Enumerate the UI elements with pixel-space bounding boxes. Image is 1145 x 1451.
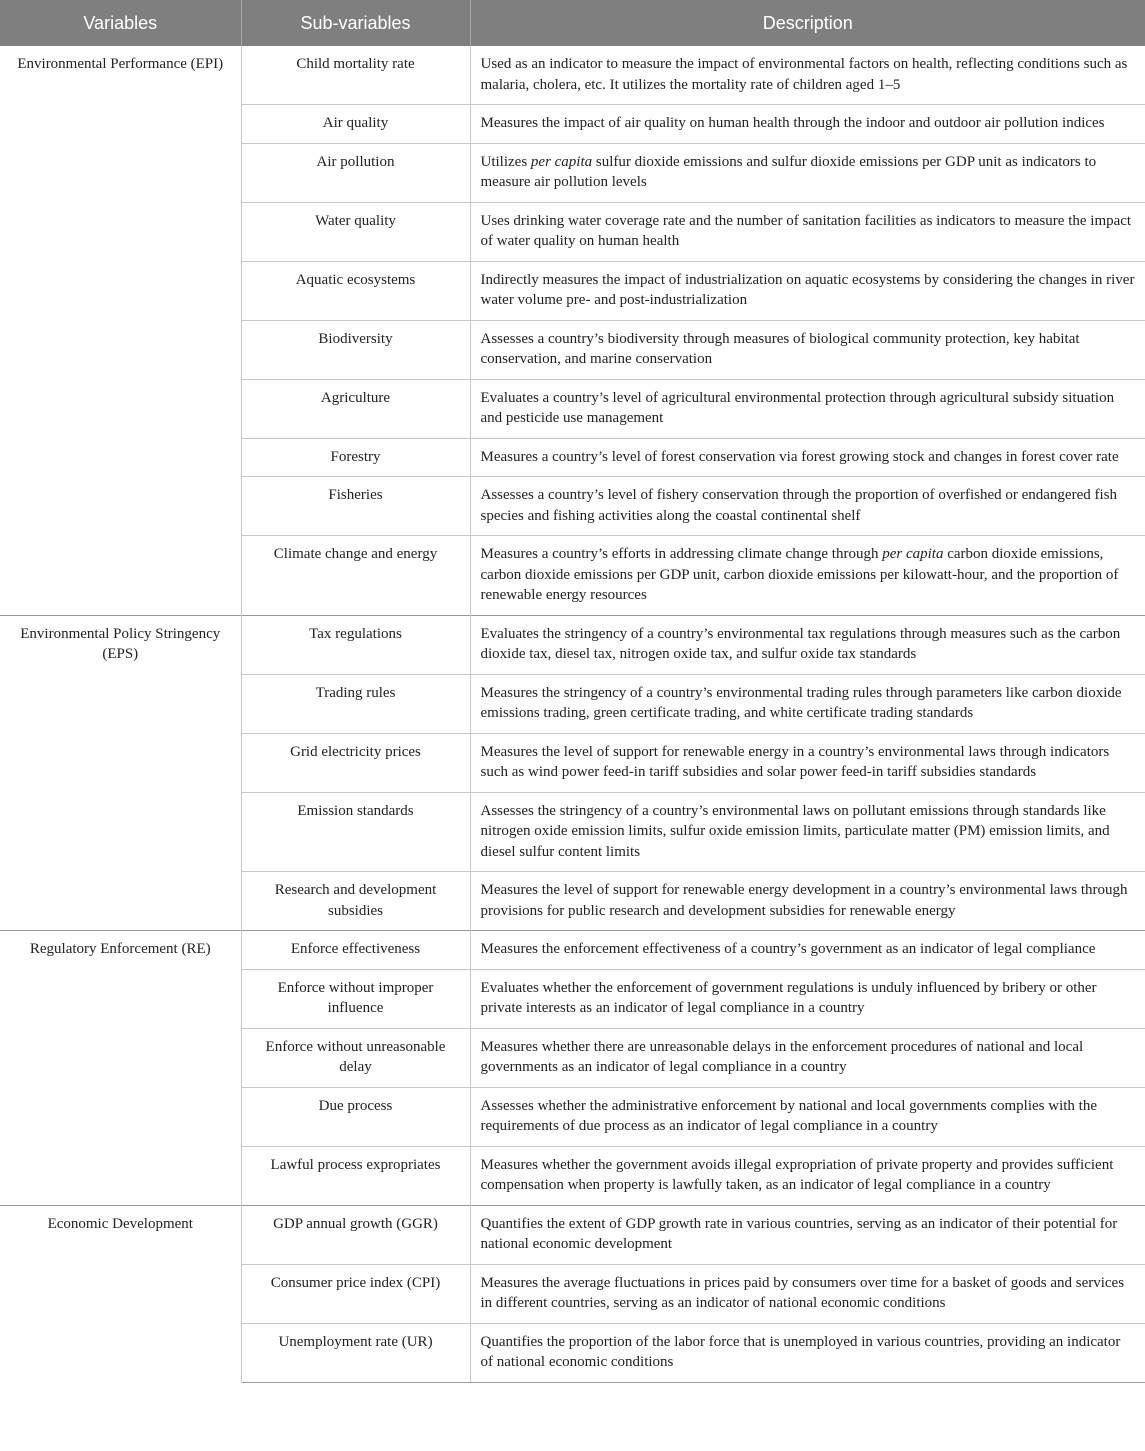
sub-variable-cell: Forestry (241, 438, 470, 477)
description-cell (470, 105, 1145, 144)
description-cell (470, 969, 1145, 1028)
variable-cell: Economic Development (0, 1205, 241, 1382)
sub-variable-cell: Enforce without improper influence (241, 969, 470, 1028)
description-text: Assesses a country’s biodiversity through measures of biological community protection, key habitat conservation, and marine conservation (480, 330, 1080, 367)
description-text: Measures the stringency of a country’s environmental trading rules through parameters like carbon dioxide emissions trading, green certificate trading, and white certificate trading standards (480, 684, 1122, 721)
variable-cell: Environmental Policy Stringency (EPS) (0, 615, 241, 931)
sub-variable-cell: Aquatic ecosystems (241, 261, 470, 320)
description-cell (470, 536, 1145, 616)
description-cell (470, 674, 1145, 733)
description-text: Quantifies the proportion of the labor force that is unemployed in various countries, providing an indicator of national economic conditions (480, 1333, 1121, 1370)
sub-variable-cell: Air quality (241, 105, 470, 144)
description-cell (470, 1087, 1145, 1146)
description-text: Measures the average fluctuations in prices paid by consumers over time for a basket of goods and services in different countries, serving as an indicator of national economic conditions (480, 1274, 1125, 1311)
description-cell (470, 46, 1145, 105)
sub-variable-cell: Water quality (241, 202, 470, 261)
description-text: Assesses the stringency of a country’s environmental laws on pollutant emissions through standards like nitrogen oxide emission limits, sulfur oxide emission limits, particulate matter (PM) emission limits, and diesel sulfur content limits (480, 802, 1110, 860)
description-text: Uses drinking water coverage rate and the number of sanitation facilities as indicators to measure the impact of water quality on human health (480, 212, 1132, 249)
description-cell (470, 1028, 1145, 1087)
description-text: Measures whether the government avoids illegal expropriation of private property and provides sufficient compensation when property is lawfully taken, as an indicator of legal compliance in a country (480, 1156, 1114, 1193)
sub-variable-cell: Biodiversity (241, 320, 470, 379)
header-row (0, 0, 1145, 46)
sub-variable-cell: Research and development subsidies (241, 872, 470, 931)
description-cell (470, 872, 1145, 931)
description-cell (470, 477, 1145, 536)
sub-variable-cell: Lawful process expropriates (241, 1146, 470, 1205)
description-text: Utilizes (480, 153, 531, 170)
description-text: Evaluates a country’s level of agricultural environmental protection through agricultural subsidy situation and pesticide use management (480, 389, 1115, 426)
description-cell (470, 1323, 1145, 1382)
description-text: Used as an indicator to measure the impact of environmental factors on health, reflecting conditions such as malaria, cholera, etc. It utilizes the mortality rate of children aged 1–5 (480, 56, 1128, 93)
sub-variable-cell: Grid electricity prices (241, 733, 470, 792)
sub-variable-cell: Emission standards (241, 792, 470, 872)
description-text: Quantifies the extent of GDP growth rate in various countries, serving as an indicator of their potential for national economic development (480, 1215, 1118, 1252)
description-text: Measures the impact of air quality on human health through the indoor and outdoor air pollution indices (480, 115, 1105, 131)
header-description: Description (470, 0, 1145, 46)
sub-variable-cell: Child mortality rate (241, 46, 470, 105)
description-text: Assesses a country’s level of fishery conservation through the proportion of overfished or endangered fish species and fishing activities along the coastal continental shelf (480, 487, 1117, 524)
table-row (0, 1205, 1145, 1264)
description-cell (470, 1205, 1145, 1264)
description-text: Measures the enforcement effectiveness of a country’s government as an indicator of legal compliance (480, 941, 1096, 957)
variable-cell: Environmental Performance (EPI) (0, 46, 241, 615)
header-sub-variables: Sub-variables (241, 0, 470, 46)
description-italic-text: per capita (882, 546, 944, 562)
description-text: carbon dioxide emissions, carbon dioxide emissions per GDP unit, carbon dioxide emissions per kilowatt-hour, and the proportion of renewable energy resources (480, 546, 1119, 603)
sub-variable-cell: Enforce effectiveness (241, 931, 470, 970)
sub-variable-cell: Air pollution (241, 143, 470, 202)
description-text: sulfur dioxide emissions and sulfur dioxide emissions per GDP unit as indicators to measure air pollution levels (480, 153, 1097, 190)
description-text: Indirectly measures the impact of industrialization on aquatic ecosystems by considering the changes in river water volume pre- and post-industrialization (480, 271, 1135, 308)
description-cell (470, 1146, 1145, 1205)
description-text: Measures the level of support for renewable energy in a country’s environmental laws through indicators such as wind power feed-in tariff subsidies and solar power feed-in tariff subsidies standards (480, 743, 1110, 780)
sub-variable-cell: Tax regulations (241, 615, 470, 674)
description-text: Measures the level of support for renewable energy development in a country’s environmental laws through provisions for public research and development subsidies for renewable energy (480, 882, 1128, 919)
variable-cell: Regulatory Enforcement (RE) (0, 931, 241, 1206)
table-row (0, 931, 1145, 970)
description-text: Measures a country’s efforts in addressing climate change through (480, 546, 883, 562)
sub-variable-cell: Enforce without unreasonable delay (241, 1028, 470, 1087)
description-cell (470, 792, 1145, 872)
table-body (0, 46, 1145, 1382)
description-cell (470, 202, 1145, 261)
description-cell (470, 320, 1145, 379)
table-row (0, 46, 1145, 105)
sub-variable-cell: Agriculture (241, 379, 470, 438)
description-cell (470, 931, 1145, 970)
description-cell (470, 143, 1145, 202)
description-italic-text: per capita (530, 153, 593, 170)
description-text: Assesses whether the administrative enforcement by national and local governments complies with the requirements of due process as an indicator of legal compliance in a country (480, 1097, 1097, 1134)
sub-variable-cell: Climate change and energy (241, 536, 470, 616)
description-cell (470, 438, 1145, 477)
sub-variable-cell: Unemployment rate (UR) (241, 1323, 470, 1382)
description-cell (470, 733, 1145, 792)
sub-variable-cell: GDP annual growth (GGR) (241, 1205, 470, 1264)
description-cell (470, 615, 1145, 674)
description-cell (470, 379, 1145, 438)
description-text: Evaluates whether the enforcement of government regulations is unduly influenced by bribery or other private interests as an indicator of legal compliance in a country (480, 979, 1097, 1016)
table-row (0, 615, 1145, 674)
sub-variable-cell: Trading rules (241, 674, 470, 733)
sub-variable-cell: Consumer price index (CPI) (241, 1264, 470, 1323)
sub-variable-cell: Fisheries (241, 477, 470, 536)
description-text: Evaluates the stringency of a country’s environmental tax regulations through measures such as the carbon dioxide tax, diesel tax, nitrogen oxide tax, and sulfur oxide tax standards (480, 625, 1121, 662)
description-text: Measures a country’s level of forest conservation via forest growing stock and changes in forest cover rate (480, 448, 1119, 465)
description-cell (470, 261, 1145, 320)
description-text: Measures whether there are unreasonable delays in the enforcement procedures of national and local governments as an indicator of legal compliance in a country (480, 1038, 1084, 1075)
header-variables: Variables (0, 0, 241, 46)
sub-variable-cell: Due process (241, 1087, 470, 1146)
description-cell (470, 1264, 1145, 1323)
